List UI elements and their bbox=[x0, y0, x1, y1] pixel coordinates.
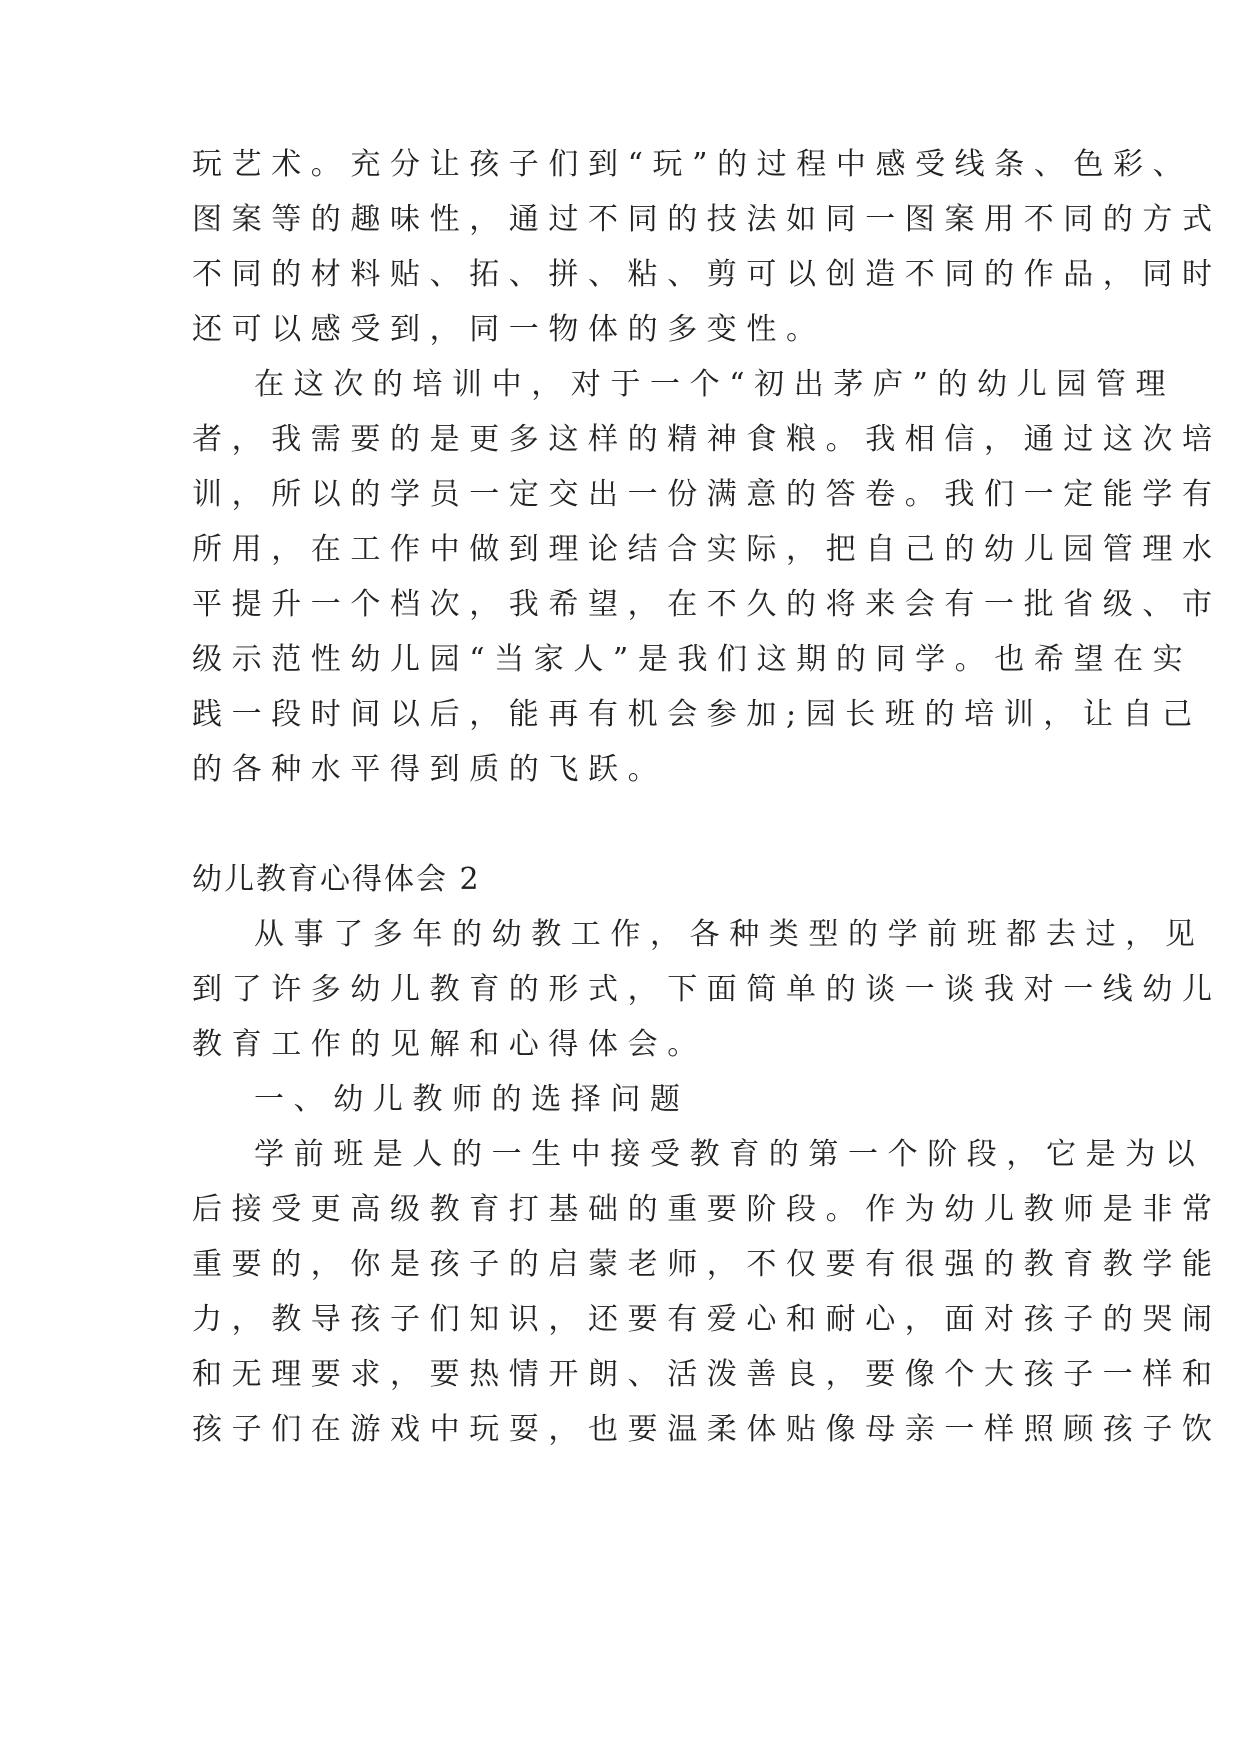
paragraph-line: 到了许多幼儿教育的形式，下面简单的谈一谈我对一线幼儿 bbox=[192, 972, 1222, 1007]
paragraph-line: 在这次的培训中，对于一个“初出茅庐”的幼儿园管理 bbox=[254, 367, 1176, 402]
paragraph-line: 的各种水平得到质的飞跃。 bbox=[192, 752, 668, 787]
paragraph-line: 重要的，你是孩子的启蒙老师，不仅要有很强的教育教学能 bbox=[192, 1247, 1222, 1282]
paragraph-line: 教育工作的见解和心得体会。 bbox=[192, 1027, 707, 1062]
section-title: 幼儿教育心得体会 2 bbox=[192, 862, 481, 897]
paragraph-line: 学前班是人的一生中接受教育的第一个阶段，它是为以 bbox=[254, 1137, 1205, 1172]
paragraph-line: 后接受更高级教育打基础的重要阶段。作为幼儿教师是非常 bbox=[192, 1192, 1222, 1227]
paragraph-line: 训，所以的学员一定交出一份满意的答卷。我们一定能学有 bbox=[192, 477, 1222, 512]
paragraph-line: 玩艺术。充分让孩子们到“玩”的过程中感受线条、色彩、 bbox=[192, 147, 1193, 182]
paragraph-line: 图案等的趣味性，通过不同的技法如同一图案用不同的方式 bbox=[192, 202, 1222, 237]
paragraph-line: 者，我需要的是更多这样的精神食粮。我相信，通过这次培 bbox=[192, 422, 1222, 457]
paragraph-line: 孩子们在游戏中玩耍，也要温柔体贴像母亲一样照顾孩子饮 bbox=[192, 1412, 1222, 1447]
paragraph-line: 践一段时间以后，能再有机会参加;园长班的培训，让自己 bbox=[192, 697, 1202, 732]
paragraph-line: 所用，在工作中做到理论结合实际，把自己的幼儿园管理水 bbox=[192, 532, 1222, 567]
subheading: 一、幼儿教师的选择问题 bbox=[254, 1082, 690, 1117]
paragraph-line: 还可以感受到，同一物体的多变性。 bbox=[192, 312, 826, 347]
paragraph-line: 力，教导孩子们知识，还要有爱心和耐心，面对孩子的哭闹 bbox=[192, 1302, 1222, 1337]
paragraph-line: 不同的材料贴、拓、拼、粘、剪可以创造不同的作品，同时 bbox=[192, 257, 1222, 292]
paragraph-line: 从事了多年的幼教工作，各种类型的学前班都去过，见 bbox=[254, 917, 1205, 952]
paragraph-line: 和无理要求，要热情开朗、活泼善良，要像个大孩子一样和 bbox=[192, 1357, 1222, 1392]
paragraph-line: 级示范性幼儿园“当家人”是我们这期的同学。也希望在实 bbox=[192, 642, 1193, 677]
paragraph-line: 平提升一个档次，我希望，在不久的将来会有一批省级、市 bbox=[192, 587, 1222, 622]
